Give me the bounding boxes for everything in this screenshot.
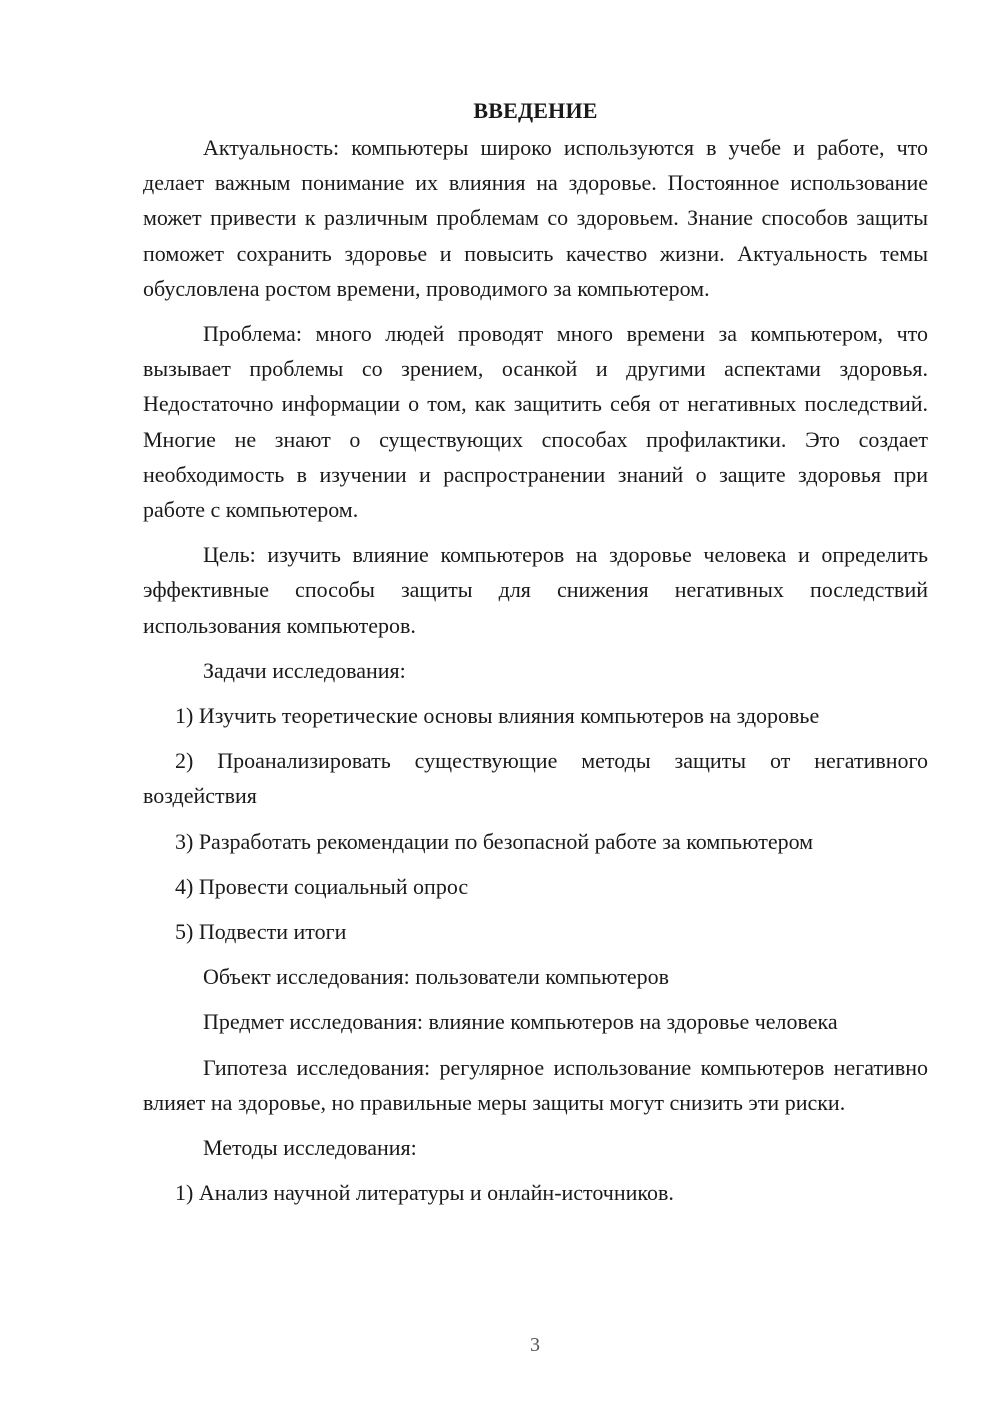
tasks-title: Задачи исследования: xyxy=(203,657,406,683)
section-heading: ВВЕДЕНИЕ xyxy=(473,98,598,123)
problem-paragraph: Проблема: много людей проводят много времени за компьютером, что вызывает проблемы со зрением, осанкой и другими аспектами здоровья. Недостаточно информации о том, как защитить себя от негативных последствий. Многие не знают о существующих способах профилактики. Это создает необходимость в изучении и распространении знаний о защите здоровья при работе с компьютером. xyxy=(143,321,928,523)
task-item-1: 1) Изучить теоретические основы влияния компьютеров на здоровье xyxy=(175,703,820,729)
relevance-paragraph: Актуальность: компьютеры широко используются в учебе и работе, что делает важным понимание их влияния на здоровье. Постоянное использование может привести к различным проблемам со здоровьем. Знание способов защиты поможет сохранить здоровье и повысить качество жизни. Актуальность темы обусловлена ростом времени, проводимого за компьютером. xyxy=(143,135,928,301)
goal-paragraph: Цель: изучить влияние компьютеров на здоровье человека и определить эффективные способы защиты для снижения негативных последствий использования компьютеров. xyxy=(143,542,928,638)
subject-paragraph: Предмет исследования: влияние компьютеров на здоровье человека xyxy=(203,1009,838,1035)
page-number: 3 xyxy=(530,1334,540,1356)
document-page xyxy=(143,96,928,1220)
object-paragraph: Объект исследования: пользователи компьютеров xyxy=(203,964,670,990)
methods-title: Методы исследования: xyxy=(203,1135,417,1161)
task-item-5: 5) Подвести итоги xyxy=(175,919,347,945)
task-item-3: 3) Разработать рекомендации по безопасной работе за компьютером xyxy=(175,828,814,854)
method-item-1: 1) Анализ научной литературы и онлайн-источников. xyxy=(175,1180,674,1206)
task-item-2: 2) Проанализировать существующие методы защиты от негативного воздействия xyxy=(143,748,928,809)
task-item-4: 4) Провести социальный опрос xyxy=(175,873,469,899)
hypothesis-paragraph: Гипотеза исследования: регулярное использование компьютеров негативно влияет на здоровье, но правильные меры защиты могут снизить эти риски. xyxy=(143,1054,928,1115)
